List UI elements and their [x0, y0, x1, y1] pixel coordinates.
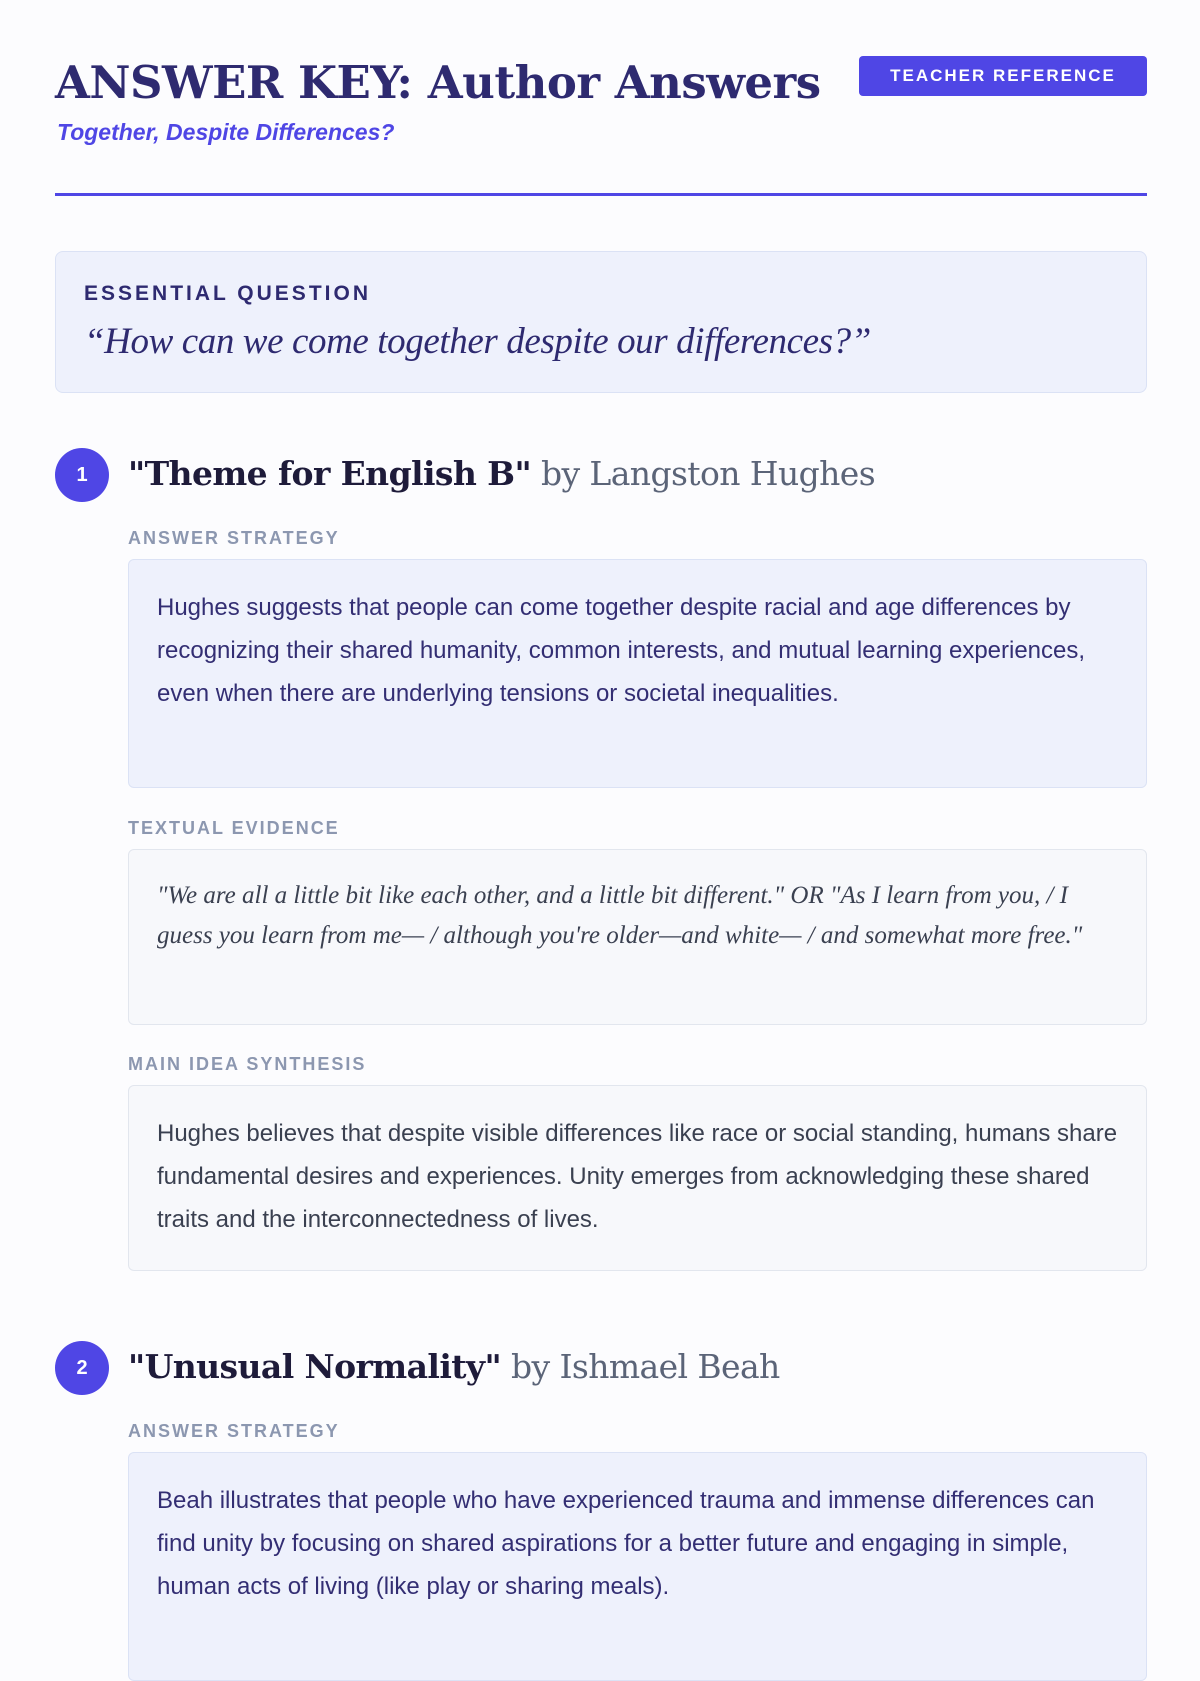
- work-author: by Langston Hughes: [540, 454, 876, 493]
- answer-strategy-block: [128, 527, 1147, 788]
- textual-evidence-text: "We are all a little bit like each other, and a little bit different." OR "As I learn from you, / I guess you learn from me— / although you're older—and white— / and somewhat more free.": [128, 849, 1147, 1025]
- textual-evidence-label: TEXTUAL EVIDENCE: [128, 818, 340, 838]
- main-idea-synthesis-block: [128, 1053, 1147, 1271]
- page-header: [55, 0, 1147, 196]
- work-title: "Unusual Normality": [128, 1347, 502, 1386]
- essential-question-card: [55, 251, 1147, 393]
- answer-strategy-text: Hughes suggests that people can come together despite racial and age differences by recognizing their shared humanity, common interests, and mutual learning experiences, even when there are underlying tensions or societal inequalities.: [128, 559, 1147, 788]
- textual-evidence-block: [128, 817, 1147, 1025]
- answer-strategy-text: Beah illustrates that people who have experienced trauma and immense differences can find unity by focusing on shared aspirations for a better future and engaging in simple, human acts of living (like play or sharing meals).: [128, 1452, 1147, 1681]
- section-number-badge: 2: [55, 1341, 109, 1395]
- main-idea-synthesis-text: Hughes believes that despite visible differences like race or social standing, humans share fundamental desires and experiences. Unity emerges from acknowledging these shared traits and the interconnectedness of lives.: [128, 1085, 1147, 1271]
- page-subtitle: Together, Despite Differences?: [57, 119, 395, 145]
- essential-question-text: “How can we come together despite our differences?”: [84, 321, 871, 362]
- work-author: by Ishmael Beah: [510, 1347, 780, 1386]
- teacher-reference-badge: TEACHER REFERENCE: [859, 56, 1147, 96]
- section-heading: [128, 452, 875, 496]
- answer-strategy-label: ANSWER STRATEGY: [128, 1421, 340, 1441]
- answer-strategy-block: [128, 1420, 1147, 1681]
- main-idea-synthesis-label: MAIN IDEA SYNTHESIS: [128, 1054, 367, 1074]
- section-number-badge: 1: [55, 448, 109, 502]
- page-title: ANSWER KEY: Author Answers: [55, 56, 821, 109]
- section-heading: [128, 1345, 780, 1389]
- answer-key-page: [55, 0, 1147, 1600]
- work-title: "Theme for English B": [128, 454, 532, 493]
- essential-question-label: ESSENTIAL QUESTION: [84, 282, 371, 305]
- answer-strategy-label: ANSWER STRATEGY: [128, 528, 340, 548]
